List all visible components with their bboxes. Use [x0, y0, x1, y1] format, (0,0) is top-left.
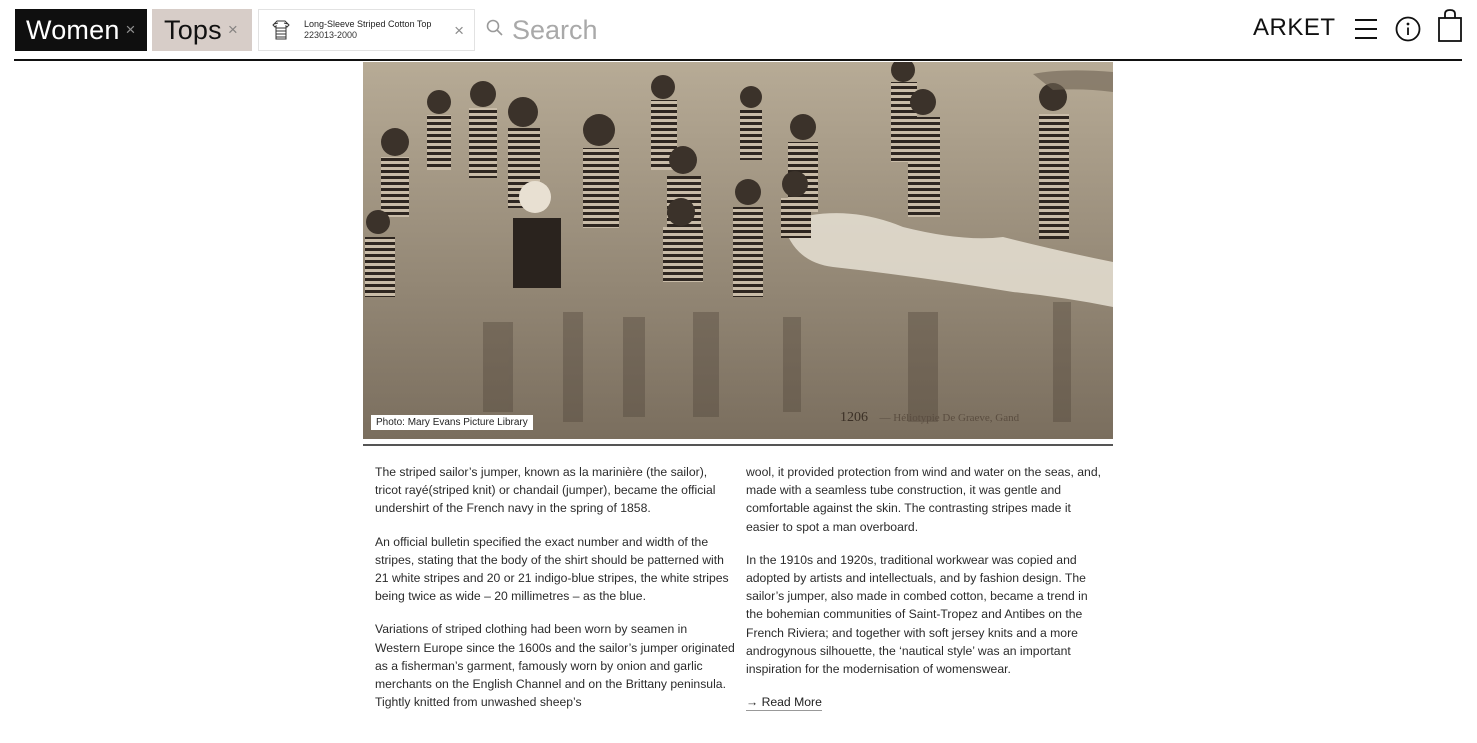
photo-divider	[363, 444, 1113, 446]
striped-top-thumbnail-icon	[271, 19, 291, 41]
product-code: 223013-2000	[304, 30, 358, 40]
shopping-bag-icon[interactable]	[1437, 9, 1463, 43]
search-input[interactable]	[486, 10, 598, 50]
filter-chip-label: Tops	[164, 14, 222, 45]
photo-plate-caption	[840, 410, 1019, 426]
brand-logo[interactable]: ARKET	[1253, 14, 1336, 41]
site-header	[0, 0, 1477, 62]
plate-number: 1206	[840, 410, 868, 425]
info-icon[interactable]	[1395, 16, 1421, 42]
close-icon[interactable]: ×	[454, 21, 464, 40]
article-paragraph: wool, it provided protection from wind and water on the seas, and, made with a seamless tube construction, it was gentle and comfortable against the skin. The contrasting stripes made it easier to spot a man overboard.	[746, 465, 1101, 534]
product-name: Long-Sleeve Striped Cotton Top	[304, 19, 432, 29]
filter-chip-women[interactable]	[15, 9, 147, 51]
close-icon[interactable]: ×	[227, 20, 238, 39]
menu-icon[interactable]	[1354, 17, 1378, 41]
article-paragraph: The striped sailor’s jumper, known as la marinière (the sailor), tricot rayé(striped knit) or chandail (jumper), became the official undershirt of the French navy in the spring of 1858.	[375, 465, 716, 516]
article-column-right	[746, 463, 1106, 711]
close-icon[interactable]: ×	[125, 20, 136, 39]
filter-chip-product[interactable]	[258, 9, 475, 51]
search-placeholder: Search	[512, 14, 598, 45]
article-paragraph: In the 1910s and 1920s, traditional workwear was copied and adopted by artists and intellectuals, and by fashion design. The sailor’s jumper, also made in combed cotton, became a trend in the bohemian communities of Saint-Tropez and Antibes on the French Riviera; and together with soft jersey knits and a more androgynous silhouette, the ‘nautical style’ was an important inspiration for the modernisation of womenswear.	[746, 552, 1088, 677]
article-paragraph: Variations of striped clothing had been worn by seamen in Western Europe since the 1600s and the sailor’s jumper originated as a fisherman’s garment, famously worn by onion and garlic merchants on the English Channel and on the Brittany peninsula. Tightly knitted from unwashed sheep’s	[375, 622, 735, 710]
header-divider	[14, 59, 1462, 61]
product-chip-text	[304, 19, 431, 41]
plate-caption: — Héliotypie De Graeve, Gand	[879, 412, 1020, 424]
historic-beach-photo	[363, 62, 1113, 439]
article-paragraph: An official bulletin specified the exact number and width of the stripes, stating that the body of the shirt should be patterned with 21 white stripes and 20 or 21 indigo-blue stripes, the white stripes being twice as wide – 20 millimetres – as the blue.	[375, 534, 729, 604]
filter-chip-tops[interactable]	[152, 9, 252, 51]
filter-chip-label: Women	[26, 14, 120, 45]
photo-credit: Photo: Mary Evans Picture Library	[371, 415, 533, 430]
read-more-link[interactable]: → Read More	[746, 695, 822, 710]
photo-illustration	[363, 62, 1113, 439]
article-column-left	[375, 463, 735, 726]
search-icon	[486, 19, 504, 42]
